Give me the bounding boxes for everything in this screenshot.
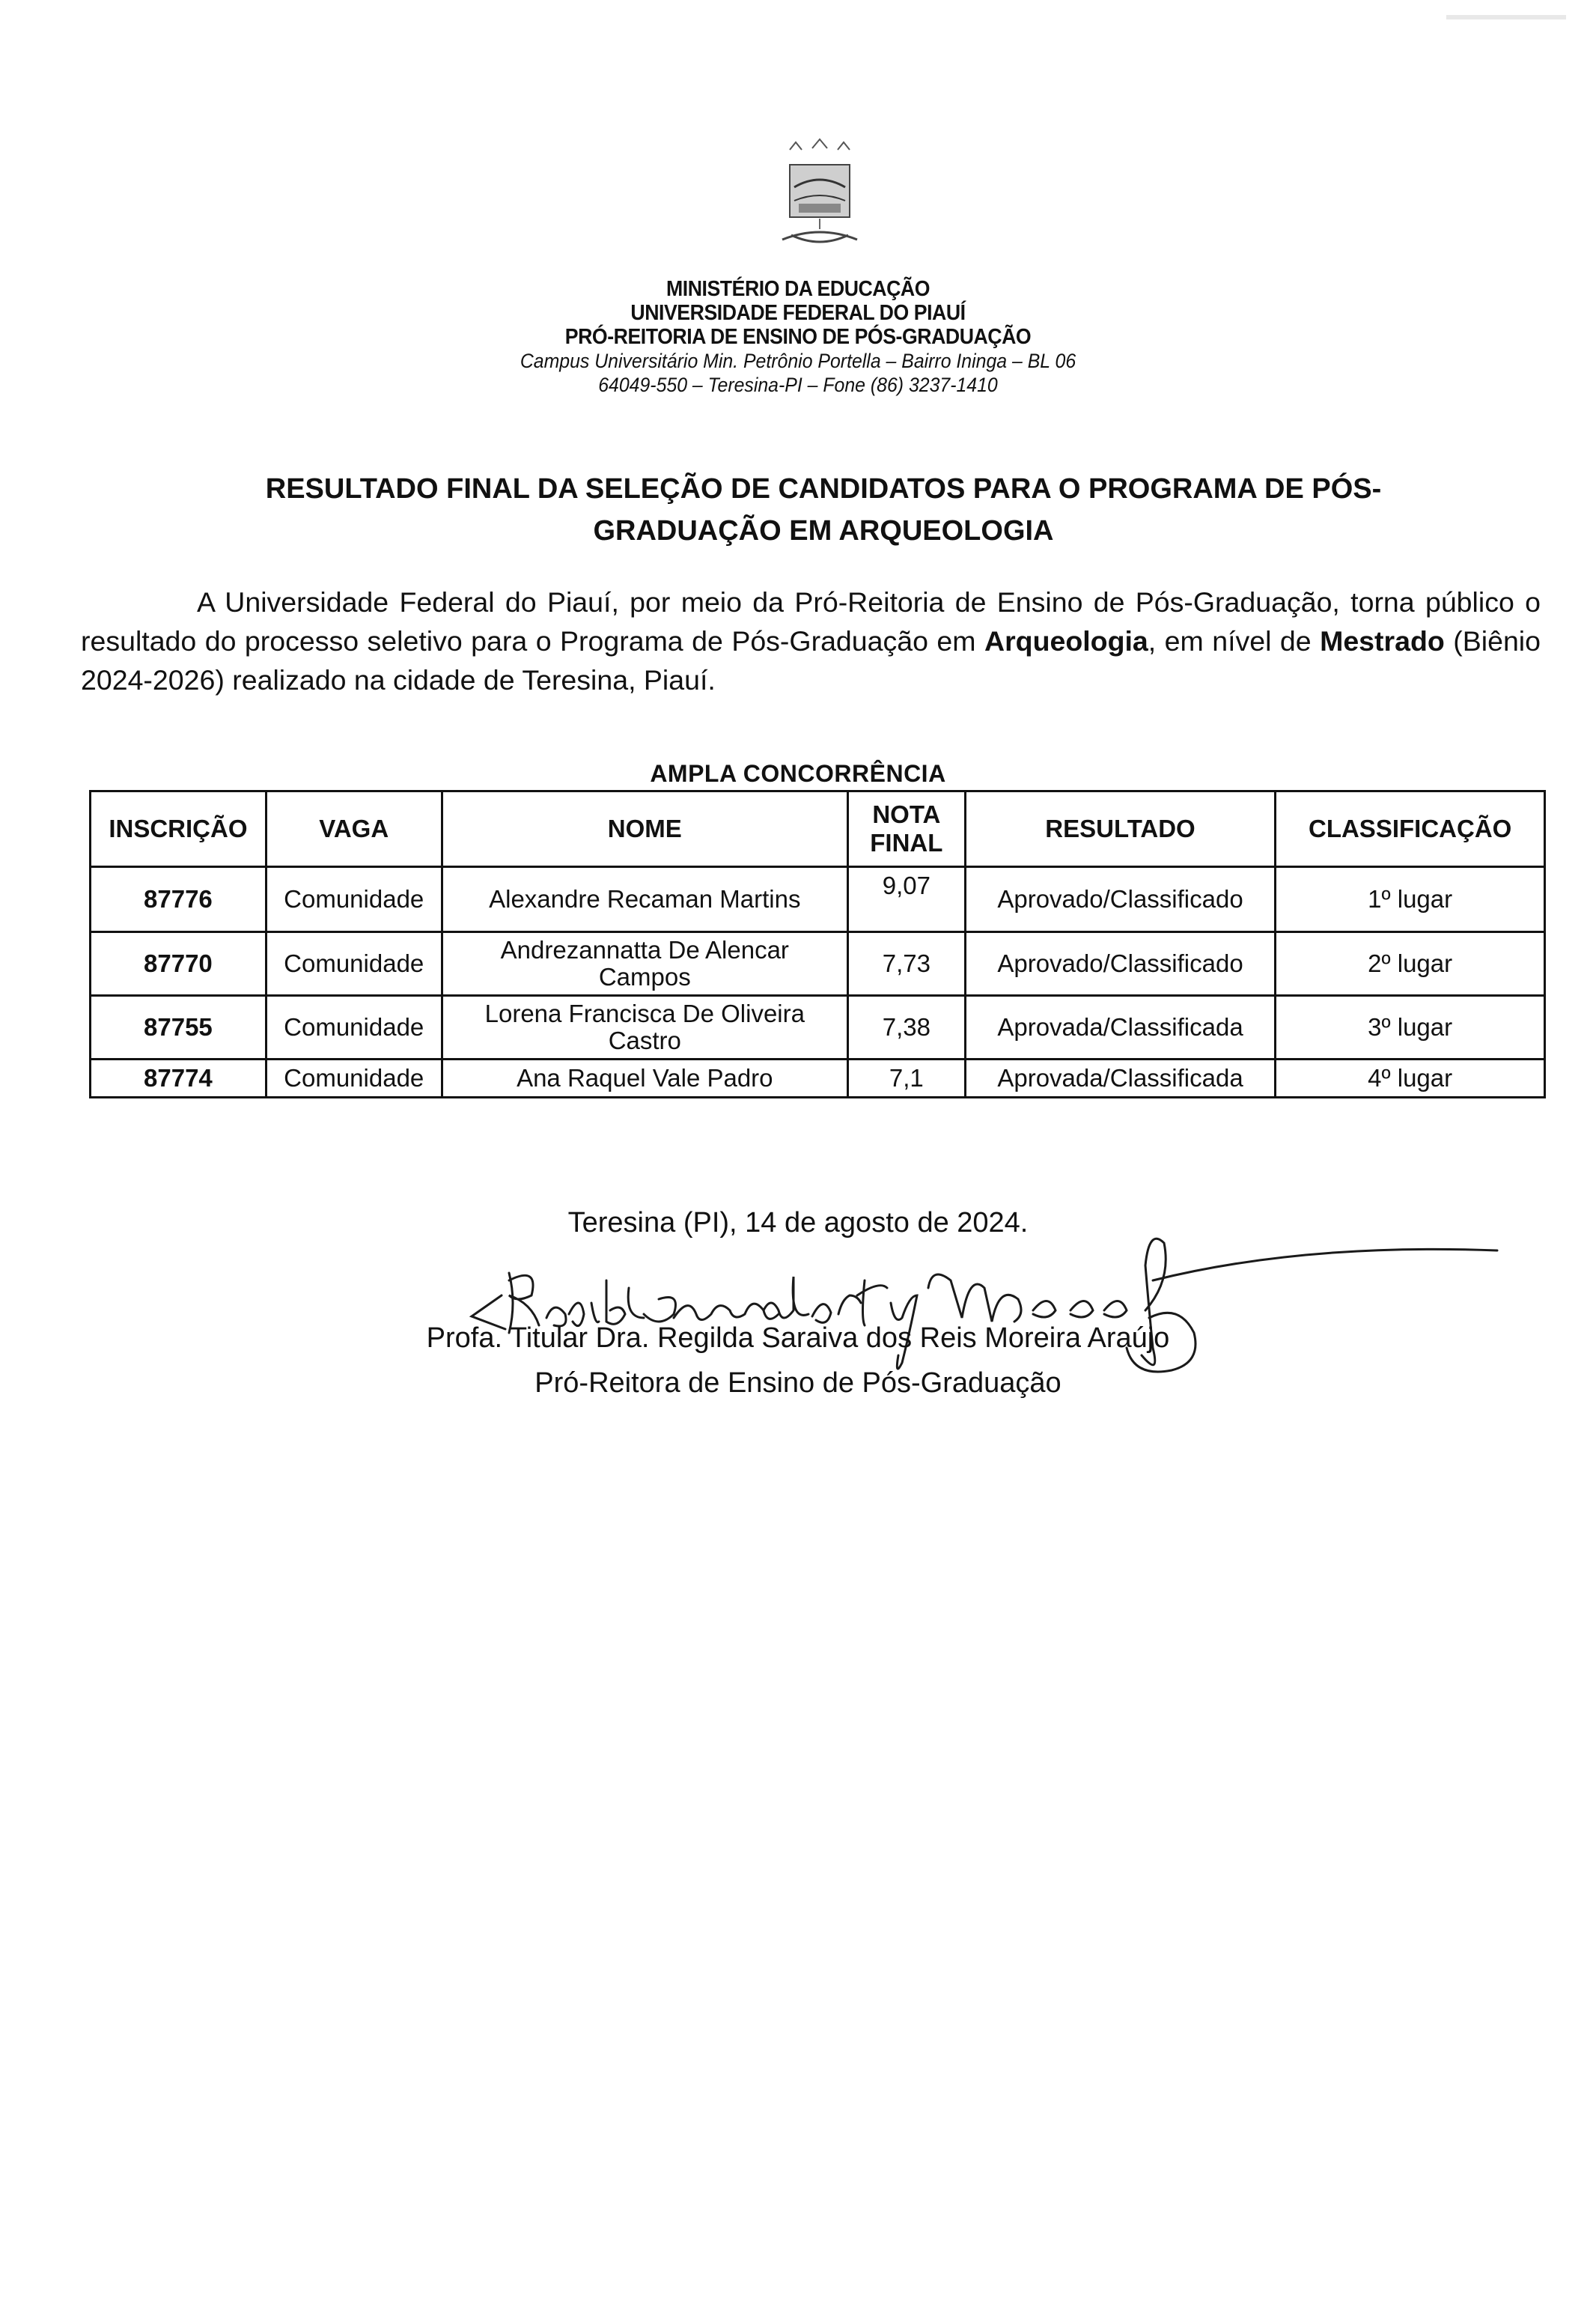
university-crest-icon bbox=[760, 135, 880, 262]
intro-text-2: , em nível de bbox=[1148, 625, 1321, 657]
signer-name: Profa. Titular Dra. Regilda Saraiva dos Reis Moreira Araújo bbox=[426, 1322, 1170, 1354]
table-caption: AMPLA CONCORRÊNCIA bbox=[650, 760, 946, 787]
cell-classificacao: 2º lugar bbox=[1276, 932, 1545, 996]
cell-vaga: Comunidade bbox=[266, 996, 442, 1060]
signer-role: Pró-Reitora de Ensino de Pós-Graduação bbox=[534, 1367, 1062, 1399]
title-line-2: GRADUAÇÃO EM ARQUEOLOGIA bbox=[593, 515, 1054, 547]
scan-edge-mark bbox=[1446, 15, 1566, 19]
cell-vaga: Comunidade bbox=[266, 1060, 442, 1098]
cell-nota: 9,07 bbox=[847, 867, 965, 932]
cell-nome bbox=[442, 1060, 847, 1098]
header-inscricao: INSCRIÇÃO bbox=[91, 791, 266, 867]
header-nota bbox=[847, 791, 965, 867]
document-header bbox=[0, 277, 1596, 397]
cell-inscricao: 87774 bbox=[91, 1060, 266, 1098]
cell-nome-line-2: Castro bbox=[608, 1027, 681, 1054]
signature-date: Teresina (PI), 14 de agosto de 2024. bbox=[567, 1207, 1029, 1238]
cell-nota: 7,1 bbox=[847, 1060, 965, 1098]
header-nome: NOME bbox=[442, 791, 847, 867]
cell-nome-line-1: Andrezannatta De Alencar bbox=[500, 936, 789, 964]
cell-nome-line-1: Ana Raquel Vale Padro bbox=[517, 1064, 773, 1092]
header-classificacao: CLASSIFICAÇÃO bbox=[1276, 791, 1545, 867]
intro-text-1: A Universidade Federal do Piauí, por meio da Pró-Reitoria de Ensino de Pós-Graduação, torna público o resultado do processo seletivo para o Programa de Pós-Graduação em bbox=[81, 586, 1541, 657]
cell-nota: 7,73 bbox=[847, 932, 965, 996]
degree-level: Mestrado bbox=[1320, 625, 1445, 657]
header-nota-line-2: FINAL bbox=[870, 829, 943, 857]
cell-nome bbox=[442, 932, 847, 996]
cell-nome-line-1: Lorena Francisca De Oliveira bbox=[484, 1000, 805, 1027]
table-row bbox=[91, 932, 1545, 996]
campus-address: Campus Universitário Min. Petrônio Portella – Bairro Ininga – BL 06 bbox=[520, 350, 1076, 372]
table-row bbox=[91, 996, 1545, 1060]
table-row bbox=[91, 1060, 1545, 1098]
cell-resultado: Aprovado/Classificado bbox=[965, 867, 1276, 932]
cell-resultado: Aprovada/Classificada bbox=[965, 996, 1276, 1060]
header-nota-line-1: NOTA bbox=[872, 800, 941, 828]
title-line-1: RESULTADO FINAL DA SELEÇÃO DE CANDIDATOS PARA O PROGRAMA DE PÓS- bbox=[265, 473, 1382, 505]
contact-info: 64049-550 – Teresina-PI – Fone (86) 3237-1410 bbox=[598, 374, 998, 396]
cell-classificacao: 3º lugar bbox=[1276, 996, 1545, 1060]
cell-vaga: Comunidade bbox=[266, 867, 442, 932]
cell-resultado: Aprovado/Classificado bbox=[965, 932, 1276, 996]
cell-classificacao: 4º lugar bbox=[1276, 1060, 1545, 1098]
table-row bbox=[91, 867, 1545, 932]
cell-nome bbox=[442, 867, 847, 932]
header-resultado: RESULTADO bbox=[965, 791, 1276, 867]
ministry-name: MINISTÉRIO DA EDUCAÇÃO bbox=[665, 277, 931, 301]
cell-nome bbox=[442, 996, 847, 1060]
university-name: UNIVERSIDADE FEDERAL DO PIAUÍ bbox=[630, 301, 966, 325]
cell-resultado: Aprovada/Classificada bbox=[965, 1060, 1276, 1098]
table-header-row bbox=[91, 791, 1545, 867]
header-vaga: VAGA bbox=[266, 791, 442, 867]
program-name: Arqueologia bbox=[984, 625, 1148, 657]
cell-vaga: Comunidade bbox=[266, 932, 442, 996]
cell-nome-line-1: Alexandre Recaman Martins bbox=[489, 885, 801, 913]
cell-inscricao: 87776 bbox=[91, 867, 266, 932]
document-title bbox=[187, 468, 1460, 552]
cell-inscricao: 87755 bbox=[91, 996, 266, 1060]
office-name: PRÓ-REITORIA DE ENSINO DE PÓS-GRADUAÇÃO bbox=[564, 325, 1032, 349]
intro-text-3: (Biênio 2024-2026) realizado na cidade de Teresina, Piauí. bbox=[81, 625, 1541, 696]
results-table bbox=[89, 790, 1546, 1098]
intro-paragraph bbox=[81, 583, 1541, 699]
cell-inscricao: 87770 bbox=[91, 932, 266, 996]
cell-nome-line-2: Campos bbox=[598, 963, 691, 991]
cell-classificacao: 1º lugar bbox=[1276, 867, 1545, 932]
cell-nota: 7,38 bbox=[847, 996, 965, 1060]
